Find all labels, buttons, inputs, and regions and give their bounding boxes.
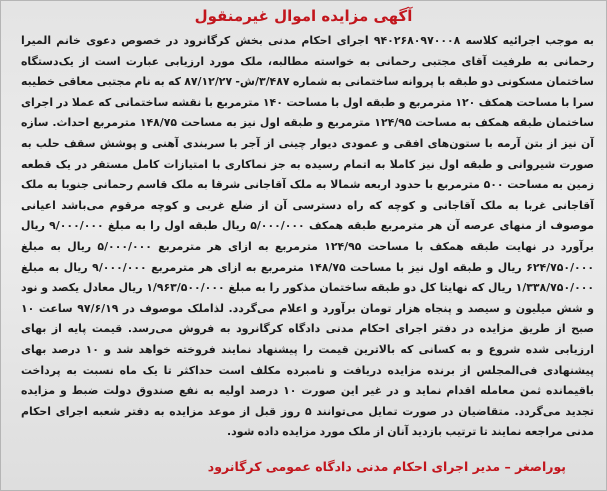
notice-body: به موجب اجرائیه کلاسه ۹۴۰۲۶۸۰۹۷۰۰۰۸ اجرای احکام مدنی بخش کرگانرود در خصوص دعوی خانم المیرا رحمانی به طرفیت آقای مجتبی رحمانی به خواسته مطالبه، ملک مورد ارزیابی عبارت است از یک‌دستگاه ساختمان مسکونی دو طبقه با پروانه ساختمانی به شماره ۳/۴۸۷/ش- ۸۷/۱۲/۲۷ که به نام مجتبی معاقی خطیبه سرا با مساحت همکف ۱۲۰ مترمربع و طبقه اول با مساحت ۱۴۰ مترمربع با نقشه ساختمانی که عملا در اجرای ساختمان طبقه همکف به مساحت ۱۲۴/۹۵ مترمربع و طبقه اول نیز به مساحت ۱۴۸/۷۵ مترمربع احداث. سازه آن نیز از بتن آرمه با ستون‌های افقی و عمودی دیوار چینی از آجر با سربندی آهنی و پوشش سقف حلب به صورت شیروانی و طبقه اول نیز کاملا به اتمام رسیده به جز نماکاری با امتیازات کامل مستقر در یک قطعه زمین به مساحت ۵۰۰ مترمربع با حدود اربعه شمالا به ملک آقاجانی شرقا به ملک قاسم رحمانی جنوبا به ملک آقاجانی غربا به ملک آقاجانی و کوچه که راه دسترسی آن از ضلع غربی و کوچه مرقوم می‌باشد اعیانی موصوف از منهای عرصه آن هر مترمربع طبقه همکف ۵/۰۰۰/۰۰۰ ریال طبقه اول را به مبلغ ۹/۰۰۰/۰۰۰ ریال برآورد در نهایت طبقه همکف با مساحت ۱۲۴/۹۵ مترمربع به ازای هر مترمربع ۵/۰۰۰/۰۰۰ ریال به مبلغ ۶۲۴/۷۵۰/۰۰۰ ریال و طبقه اول نیز با مساحت ۱۴۸/۷۵ مترمربع به ازای هر مترمربع ۹/۰۰۰/۰۰۰ ریال به مبلغ ۱/۳۳۸/۷۵۰/۰۰۰ ریال که نهایتا کل دو طبقه ساختمان مذکور را به مبلغ ۱/۹۶۳/۵۰۰/۰۰۰ ریال معادل یکصد و نود و شش میلیون و سیصد و پنجاه هزار تومان برآورد و اعلام می‌گردد. لذاملک موصوف در ۹۷/۶/۱۹ ساعت ۱۰ صبح از طریق مزایده در دفتر اجرای احکام مدنی دادگاه کرگانرود به فروش می‌رسد. قیمت پایه از بهای ارزیابی شده شروع و به کسانی که بالاترین قیمت را پیشنهاد نمایند فروخته خواهد شد و ۱۰ درصد بهای پیشنهادی فی‌المجلس از برنده مزایده دریافت و نامبرده مکلف است حداکثر تا یک ماه نسبت به پرداخت باقیمانده ثمن معامله اقدام نماید و در غیر این صورت ۱۰ درصد اولیه به نفع صندوق دولت ضبط و مزایده تجدید می‌گردد. متقاضیان در صورت تمایل می‌توانند ۵ روز قبل از موعد مزایده به دفتر شعبه اجرای احکام مدنی مراجعه نمایند تا ترتیب بازدید آنان از ملک مورد مزایده داده شود. [21, 34, 595, 439]
notice-signature: پوراصغر – مدیر اجرای احکام مدنی دادگاه عمومی کرگانرود [207, 459, 566, 474]
notice-title: آگهی مزایده اموال غیرمنقول [194, 7, 413, 25]
